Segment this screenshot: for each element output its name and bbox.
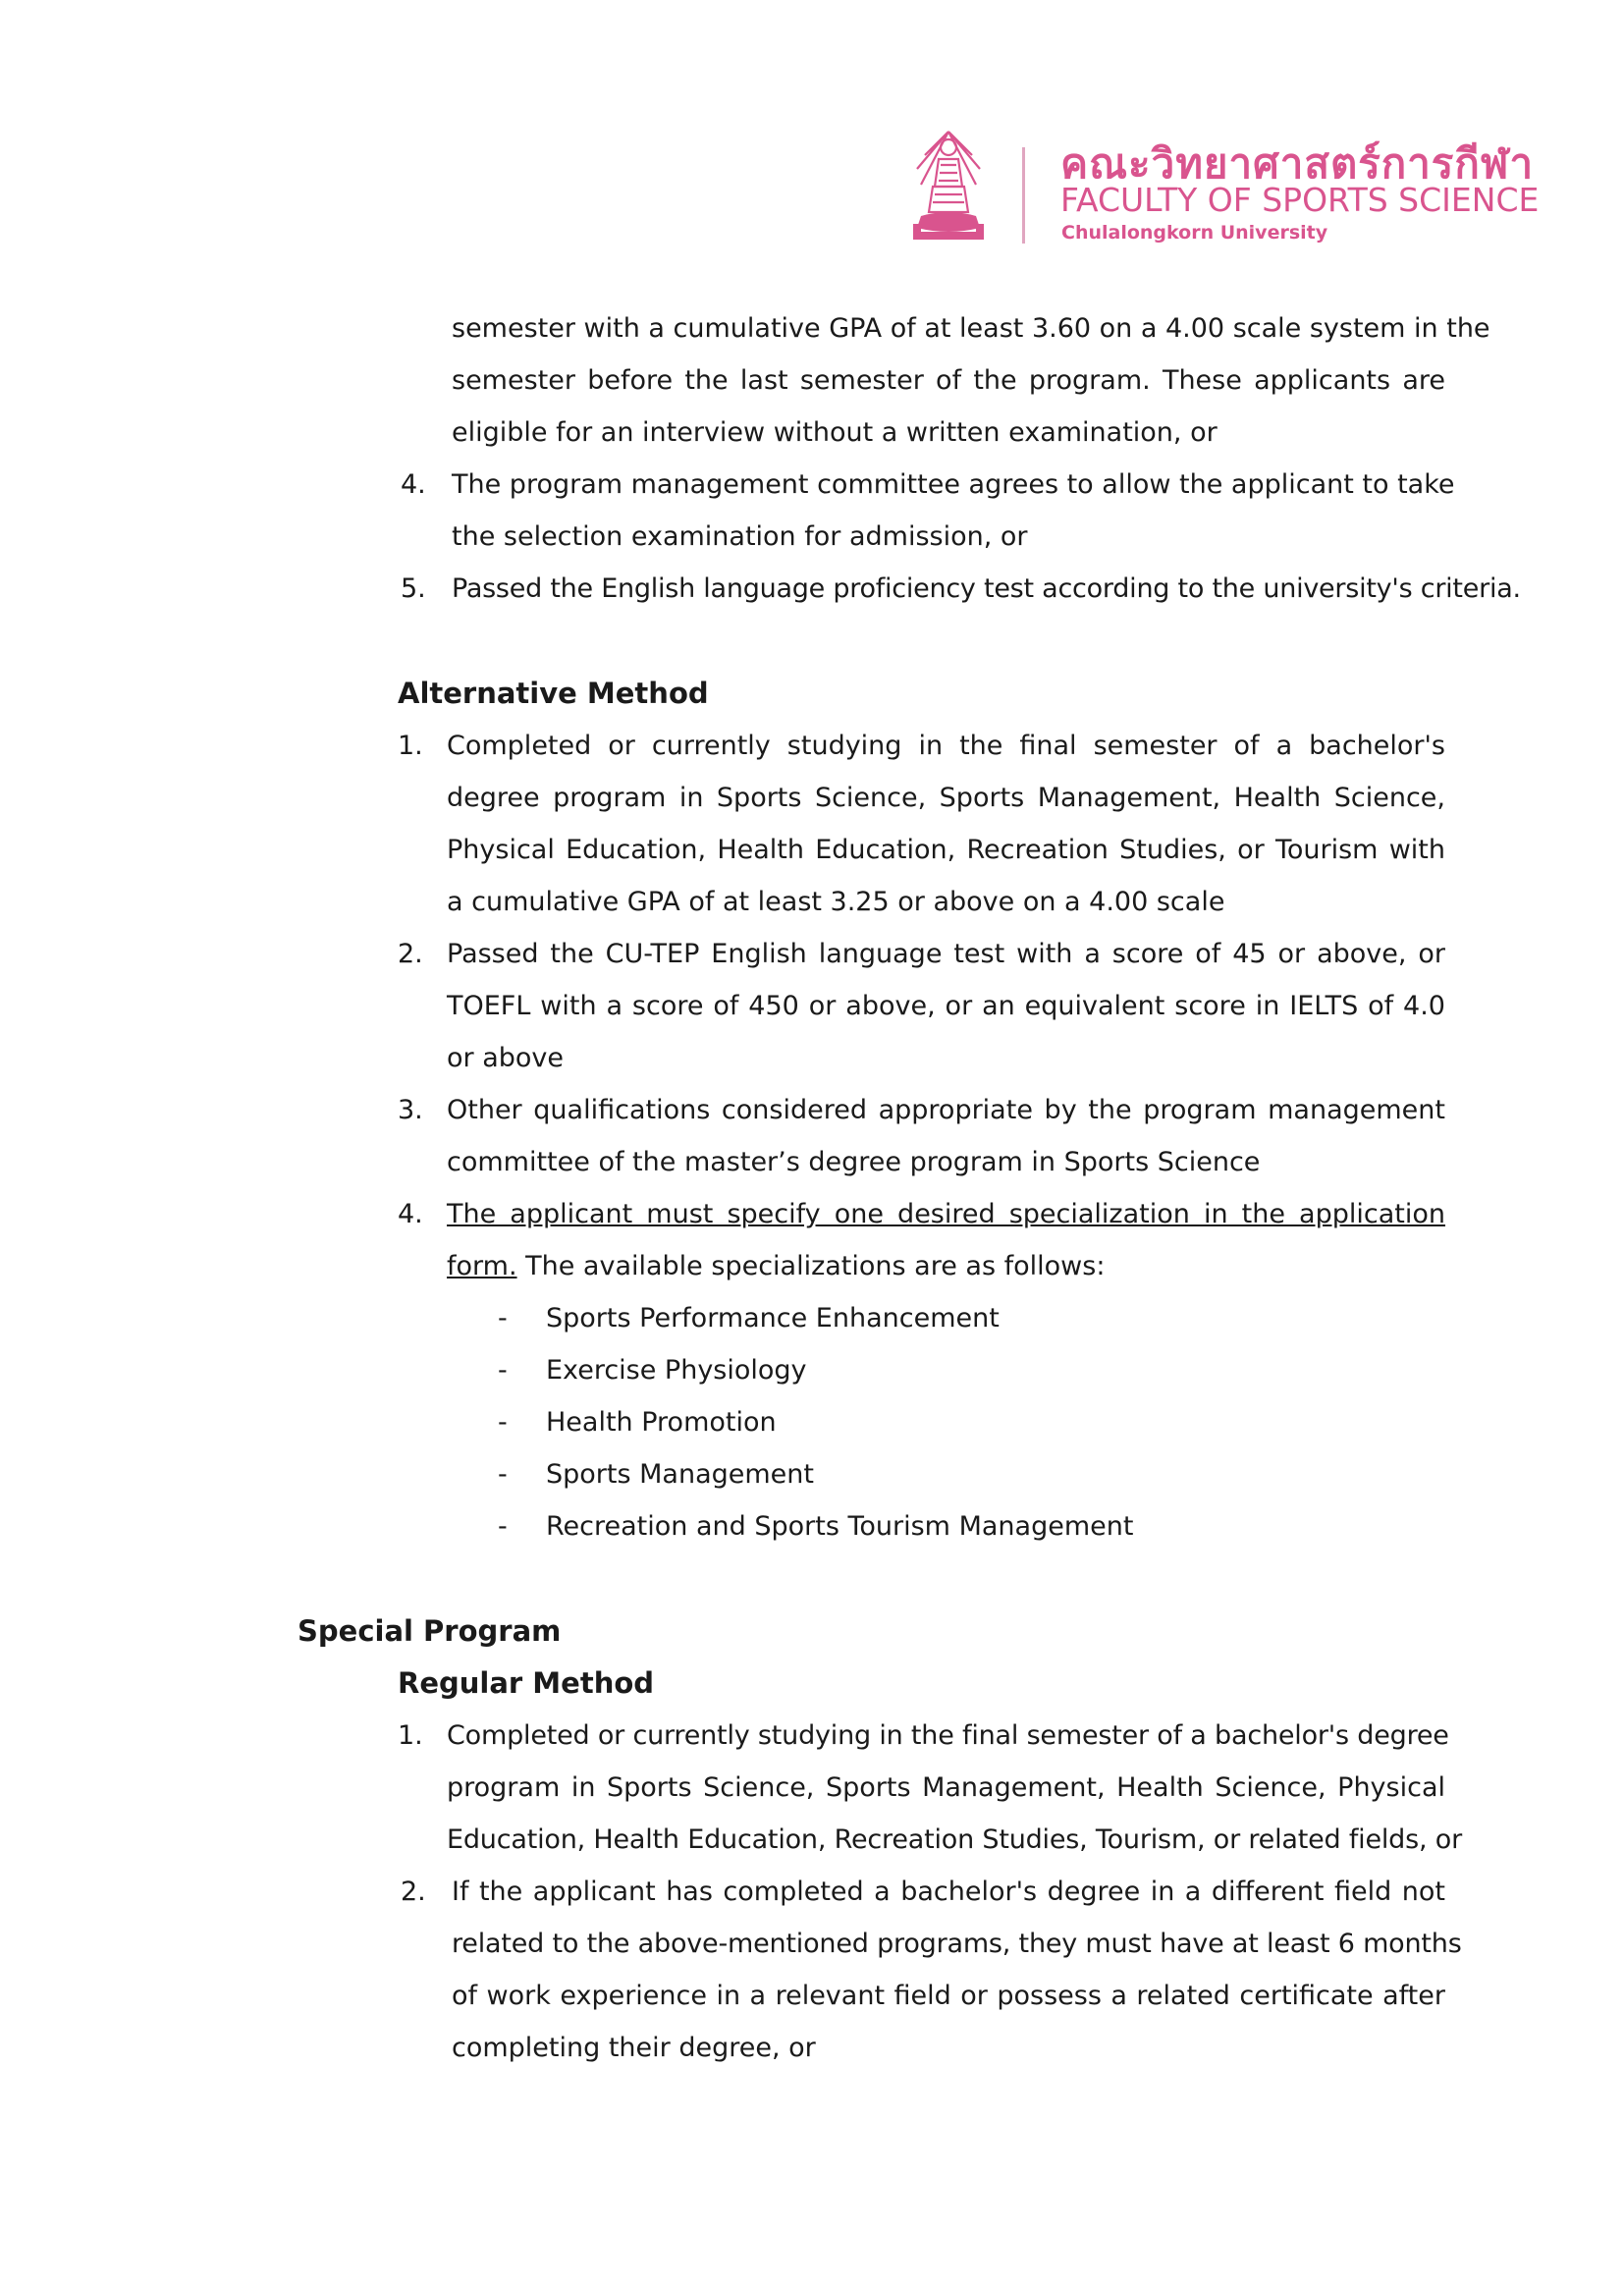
section-heading: Alternative Method bbox=[398, 677, 709, 710]
list-number: 3. bbox=[398, 1095, 423, 1125]
text-line: Passed the English language proficiency test according to the university's criteria. bbox=[452, 573, 1521, 604]
text-line: or above bbox=[447, 1043, 564, 1073]
text-line: Completed or currently studying in the final semester of a bachelor's bbox=[447, 731, 1445, 761]
list-number: 5. bbox=[401, 573, 426, 604]
list-number: 2. bbox=[398, 939, 423, 969]
list-item: Health Promotion bbox=[546, 1407, 777, 1438]
header-divider bbox=[1022, 147, 1025, 244]
text-line: Physical Education, Health Education, Recreation Studies, or Tourism with bbox=[447, 835, 1445, 865]
text-line: If the applicant has completed a bachelor's degree in a different field not bbox=[452, 1877, 1445, 1907]
text-line: semester before the last semester of the program. These applicants are bbox=[452, 365, 1445, 396]
faculty-thai-name: คณะวิทยาศาสตร์การกีฬา bbox=[1060, 139, 1535, 188]
list-item: Sports Management bbox=[546, 1459, 814, 1490]
text-line: Other qualifications considered appropriate by the program management bbox=[447, 1095, 1445, 1125]
list-number: 4. bbox=[401, 469, 426, 500]
faculty-english-name: FACULTY OF SPORTS SCIENCE bbox=[1060, 181, 1540, 219]
text-line: Passed the CU-TEP English language test with a score of 45 or above, or bbox=[447, 939, 1445, 969]
text-line-underlined: The applicant must specify one desired specialization in the application bbox=[447, 1199, 1445, 1229]
list-number: 1. bbox=[398, 731, 423, 761]
text-line: Education, Health Education, Recreation Studies, Tourism, or related fields, or bbox=[447, 1824, 1462, 1855]
university-logo-icon bbox=[911, 126, 986, 245]
text-line: degree program in Sports Science, Sports Management, Health Science, bbox=[447, 783, 1445, 813]
bullet-dash: - bbox=[498, 1407, 508, 1438]
text-line: program in Sports Science, Sports Management, Health Science, Physical bbox=[447, 1772, 1445, 1803]
text-line: committee of the master’s degree program in Sports Science bbox=[447, 1147, 1261, 1177]
text-line: of work experience in a relevant field or possess a related certificate after bbox=[452, 1981, 1445, 2011]
bullet-dash: - bbox=[498, 1459, 508, 1490]
underlined-text: form. bbox=[447, 1251, 517, 1281]
text-line: eligible for an interview without a written examination, or bbox=[452, 417, 1218, 448]
list-number: 1. bbox=[398, 1720, 423, 1751]
bullet-dash: - bbox=[498, 1303, 508, 1333]
text-line: The program management committee agrees to allow the applicant to take bbox=[452, 469, 1455, 500]
list-number: 4. bbox=[398, 1199, 423, 1229]
bullet-dash: - bbox=[498, 1511, 508, 1542]
text-line: semester with a cumulative GPA of at least 3.60 on a 4.00 scale system in the bbox=[452, 313, 1490, 344]
text-line: related to the above-mentioned programs, they must have at least 6 months bbox=[452, 1929, 1462, 1959]
text-line: completing their degree, or bbox=[452, 2033, 816, 2063]
text-line: the selection examination for admission, or bbox=[452, 521, 1028, 552]
text-line bbox=[447, 1247, 1105, 1286]
list-item: Recreation and Sports Tourism Management bbox=[546, 1511, 1134, 1542]
text-line: TOEFL with a score of 450 or above, or an equivalent score in IELTS of 4.0 bbox=[447, 991, 1445, 1021]
text-line: a cumulative GPA of at least 3.25 or above on a 4.00 scale bbox=[447, 887, 1225, 917]
university-name: Chulalongkorn University bbox=[1061, 222, 1328, 244]
list-item: Exercise Physiology bbox=[546, 1355, 807, 1386]
text-line: Completed or currently studying in the final semester of a bachelor's degree bbox=[447, 1720, 1449, 1751]
list-item: Sports Performance Enhancement bbox=[546, 1303, 1000, 1333]
list-number: 2. bbox=[401, 1877, 426, 1907]
bullet-dash: - bbox=[498, 1355, 508, 1386]
subsection-heading: Regular Method bbox=[398, 1666, 655, 1700]
section-heading: Special Program bbox=[298, 1614, 562, 1648]
text-span: The available specializations are as follows: bbox=[516, 1251, 1106, 1281]
